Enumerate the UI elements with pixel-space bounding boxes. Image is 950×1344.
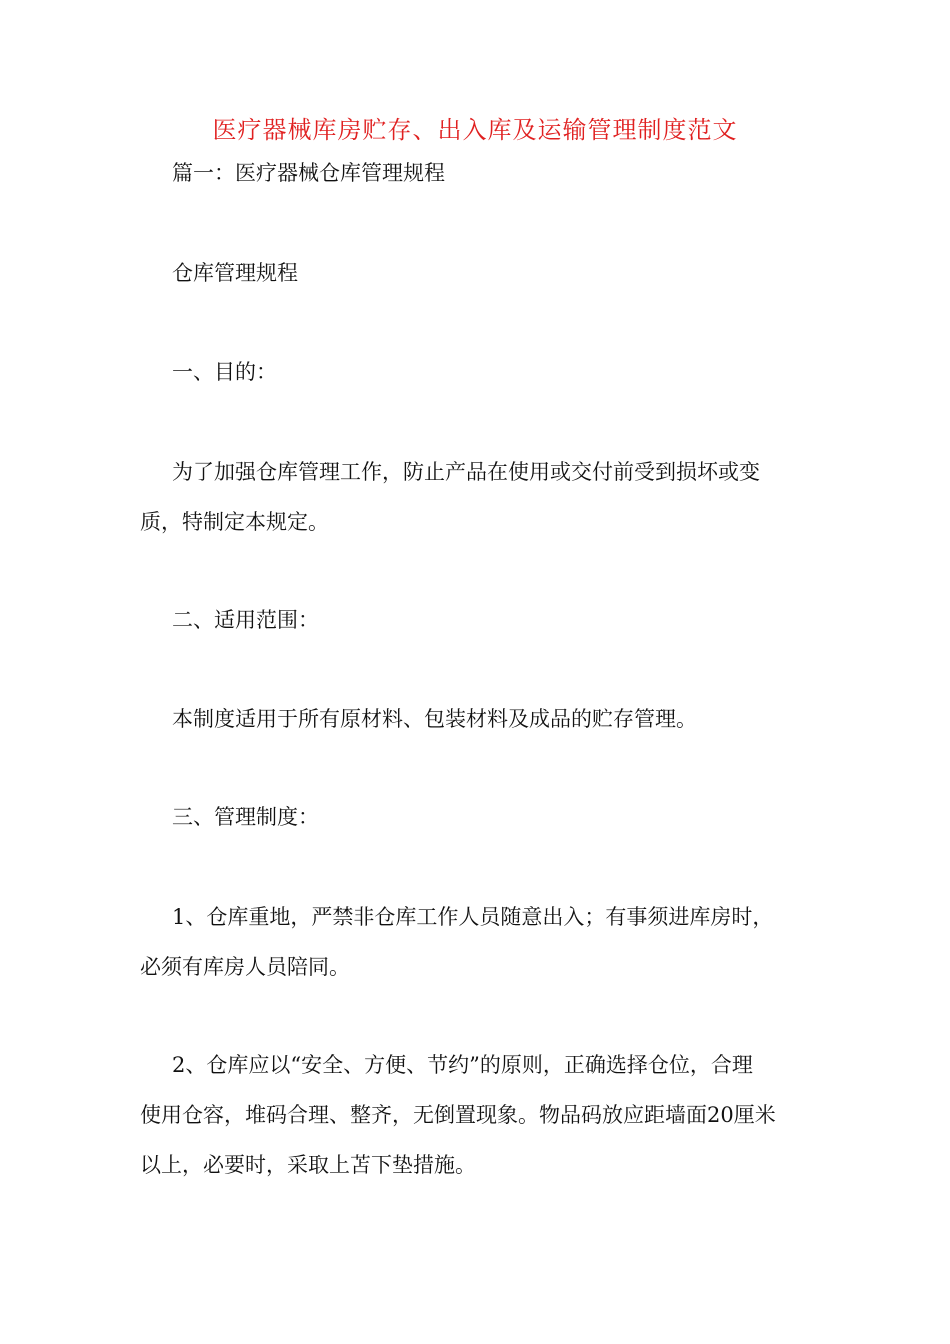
rule2-line3: 以上，必要时，采取上苫下垫措施。 (140, 1153, 476, 1177)
rule2-line1: 2、仓库应以“安全、方便、节约”的原则，正确选择仓位，合理 (172, 1053, 753, 1077)
section1-heading: 一、目的： (172, 360, 277, 384)
section-heading: 仓库管理规程 (172, 261, 298, 285)
section1-paragraph-line1: 为了加强仓库管理工作，防止产品在使用或交付前受到损坏或变 (172, 460, 760, 484)
rule2-line2: 使用仓容，堆码合理、整齐，无倒置现象。物品码放应距墙面20厘米 (140, 1103, 776, 1127)
rule1-line1: 1、仓库重地，严禁非仓库工作人员随意出入；有事须进库房时， (172, 905, 774, 929)
section1-paragraph-line2: 质，特制定本规定。 (140, 510, 329, 534)
section2-paragraph: 本制度适用于所有原材料、包装材料及成品的贮存管理。 (172, 707, 697, 731)
section3-heading: 三、管理制度： (172, 805, 319, 829)
document-subtitle: 篇一：医疗器械仓库管理规程 (172, 161, 445, 185)
section2-heading: 二、适用范围： (172, 608, 319, 632)
document-title: 医疗器械库房贮存、出入库及运输管理制度范文 (212, 116, 738, 144)
rule1-line2: 必须有库房人员陪同。 (140, 955, 350, 979)
